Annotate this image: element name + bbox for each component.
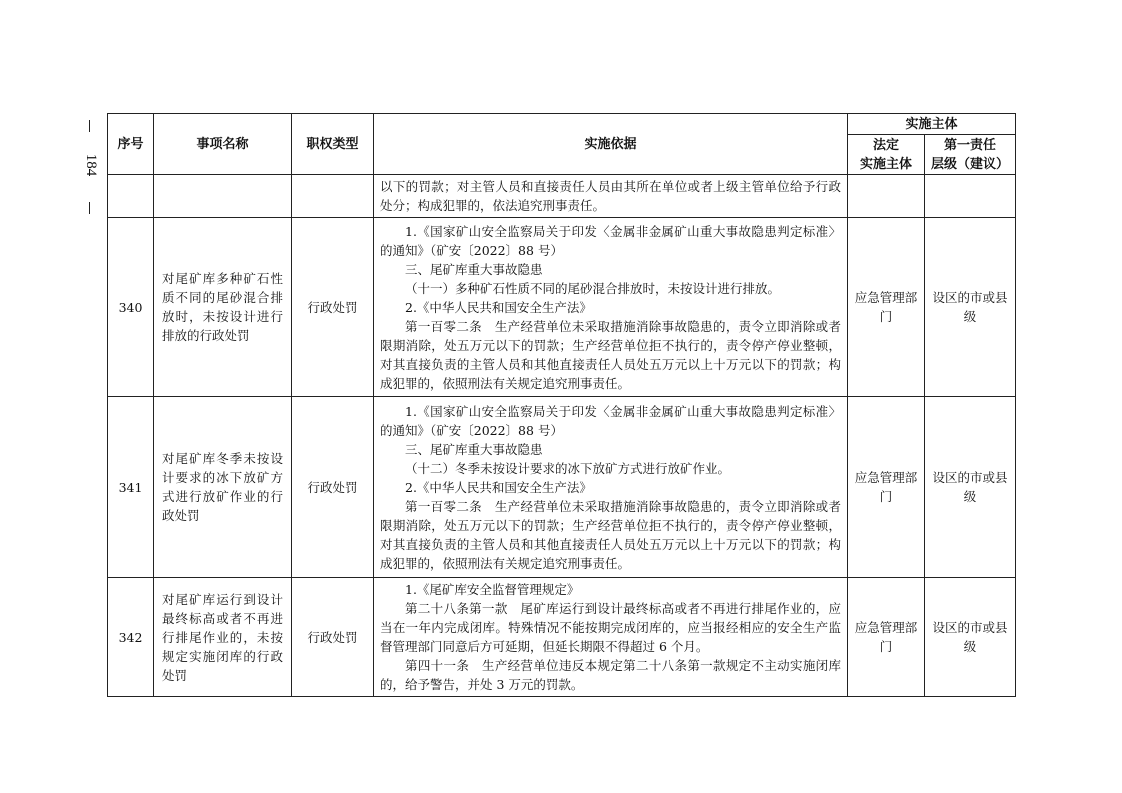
cell-name: 对尾矿库冬季未按设计要求的冰下放矿方式进行放矿作业的行政处罚: [154, 397, 292, 578]
page-number-block: [76, 112, 106, 222]
cell-first-level: 设区的市或县级: [925, 218, 1016, 397]
cell-legal-subject: 应急管理部门: [848, 578, 925, 697]
cell-name: 对尾矿库运行到设计最终标高或者不再进行排尾作业的，未按规定实施闭库的行政处罚: [154, 578, 292, 697]
basis-paragraph: （十一）多种矿石性质不同的尾砂混合排放时，未按设计进行排放。: [405, 280, 781, 296]
page-number: 184: [83, 153, 99, 177]
cell-name: 对尾矿库多种矿石性质不同的尾砂混合排放时，未按设计进行排放的行政处罚: [154, 218, 292, 397]
basis-paragraph: 第四十一条 生产经营单位违反本规定第二十八条第一款规定不主动实施闭库的，给予警告，并处 3 万元的罚款。: [380, 658, 841, 692]
basis-paragraph: 1.《尾矿库安全监督管理规定》: [405, 582, 580, 597]
table-row-continuation: [108, 175, 1016, 218]
header-basis: 实施依据: [374, 114, 848, 175]
basis-paragraph: 以下的罚款；对主管人员和直接责任人员由其所在单位或者上级主管单位给予行政处分；构成犯罪的，依法追究刑事责任。: [380, 179, 841, 213]
cell-basis: [374, 175, 848, 218]
basis-paragraph: 2.《中华人民共和国安全生产法》: [405, 479, 592, 495]
basis-paragraph: （十二）冬季未按设计要求的冰下放矿方式进行放矿作业。: [405, 460, 731, 476]
header-first-level-line2: 层级（建议）: [931, 156, 1010, 172]
cell-first-level: 设区的市或县级: [925, 397, 1016, 578]
cell-legal-subject: 应急管理部门: [848, 397, 925, 578]
header-name: 事项名称: [154, 114, 292, 175]
header-type: 职权类型: [292, 114, 374, 175]
cell-name: [154, 175, 292, 218]
table-row: [108, 218, 1016, 397]
basis-paragraph: 1.《国家矿山安全监察局关于印发〈金属非金属矿山重大事故隐患判定标准〉的通知》（矿安〔2022〕88 号）: [380, 403, 841, 438]
page-number-dash-top: [89, 120, 90, 132]
header-seq: 序号: [108, 114, 154, 175]
cell-seq: 341: [108, 397, 154, 578]
cell-legal-subject: [848, 175, 925, 218]
basis-paragraph: 2.《中华人民共和国安全生产法》: [405, 299, 592, 315]
cell-first-level: 设区的市或县级: [925, 578, 1016, 697]
cell-type: 行政处罚: [292, 397, 374, 578]
header-first-level-line1: 第一责任: [944, 137, 997, 153]
cell-seq: 340: [108, 218, 154, 397]
cell-basis: [374, 218, 848, 397]
header-legal-subject: [848, 135, 925, 175]
header-legal-subject-line2: 实施主体: [859, 156, 912, 172]
cell-first-level: [925, 175, 1016, 218]
cell-type: 行政处罚: [292, 218, 374, 397]
cell-type: 行政处罚: [292, 578, 374, 697]
cell-seq: 342: [108, 578, 154, 697]
basis-paragraph: 第二十八条第一款 尾矿库运行到设计最终标高或者不再进行排尾作业的，应当在一年内完成闭库。特殊情况不能按期完成闭库的，应当报经相应的安全生产监督管理部门同意后方可延期，但延长期限不得超过 6 个月。: [380, 601, 841, 654]
cell-seq: [108, 175, 154, 218]
basis-paragraph: 1.《国家矿山安全监察局关于印发〈金属非金属矿山重大事故隐患判定标准〉的通知》（矿安〔2022〕88 号）: [380, 223, 841, 258]
basis-paragraph: 第一百零二条 生产经营单位未采取措施消除事故隐患的，责令立即消除或者限期消除，处五万元以下的罚款；生产经营单位拒不执行的，责令停产停业整顿，对其直接负责的主管人员和其他直接责任人员处五万元以上十万元以下的罚款；构成犯罪的，依照刑法有关规定追究刑事责任。: [380, 498, 841, 571]
page-number-dash-bottom: [89, 202, 90, 214]
table-row: [108, 397, 1016, 578]
cell-type: [292, 175, 374, 218]
table-row: [108, 578, 1016, 697]
basis-paragraph: 三、尾矿库重大事故隐患: [405, 441, 543, 457]
cell-basis: [374, 397, 848, 578]
basis-paragraph: 三、尾矿库重大事故隐患: [405, 261, 543, 277]
basis-paragraph: 第一百零二条 生产经营单位未采取措施消除事故隐患的，责令立即消除或者限期消除，处五万元以下的罚款；生产经营单位拒不执行的，责令停产停业整顿，对其直接负责的主管人员和其他直接责任人员处五万元以上十万元以下的罚款；构成犯罪的，依照刑法有关规定追究刑事责任。: [380, 318, 841, 391]
cell-basis: [374, 578, 848, 697]
cell-legal-subject: 应急管理部门: [848, 218, 925, 397]
header-first-level: [925, 135, 1016, 175]
header-subject: 实施主体: [848, 114, 1016, 135]
regulation-table: [107, 113, 1016, 697]
header-legal-subject-line1: 法定: [872, 137, 899, 153]
